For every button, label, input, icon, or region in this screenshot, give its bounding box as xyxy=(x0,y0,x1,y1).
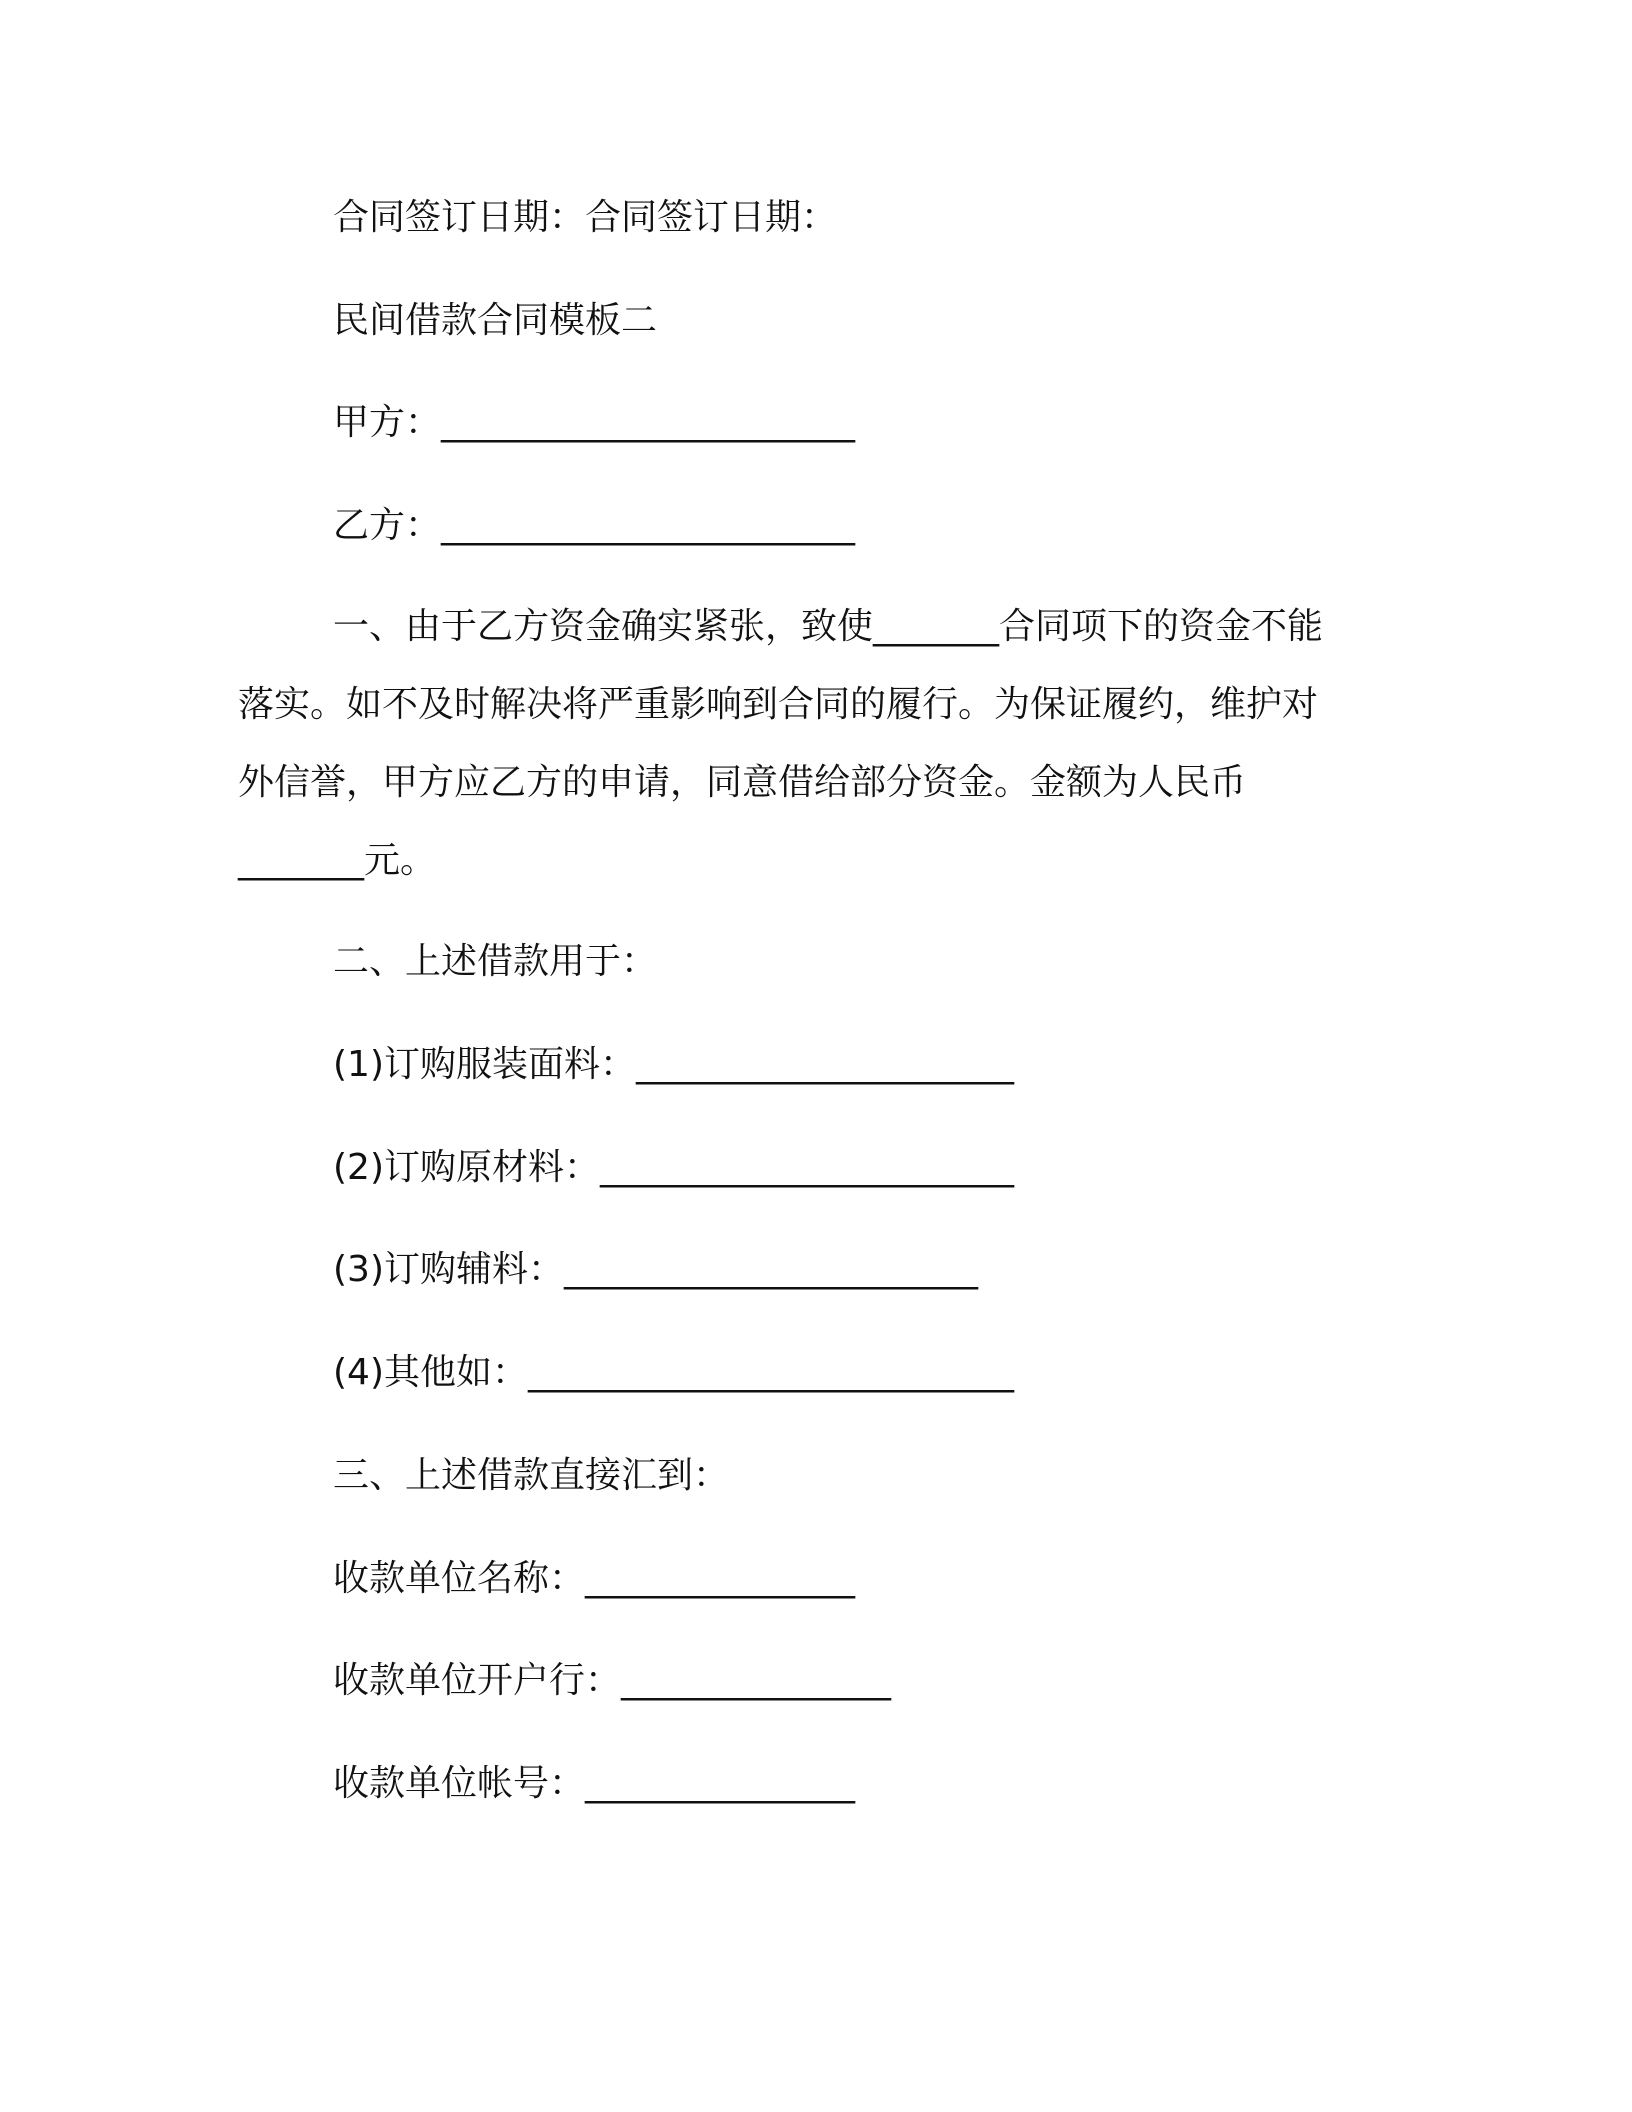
party-a-line: 甲方：_______________________ xyxy=(333,402,856,443)
clause-1-line-2: 落实。如不及时解决将严重影响到合同的履行。为保证履约，维护对 xyxy=(238,684,1319,725)
payee-bank-line: 收款单位开户行：_______________ xyxy=(333,1660,892,1701)
use-item-accessories: (3)订购辅料：_______________________ xyxy=(333,1249,978,1290)
party-b-line: 乙方：_______________________ xyxy=(333,505,856,546)
payee-name-line: 收款单位名称：_______________ xyxy=(333,1558,856,1599)
clause-1-line-1: 一、由于乙方资金确实紧张，致使_______合同项下的资金不能 xyxy=(333,606,1324,647)
document-title: 民间借款合同模板二 xyxy=(333,300,658,341)
clause-2-heading: 二、上述借款用于： xyxy=(333,941,658,982)
use-item-raw-materials: (2)订购原材料：_______________________ xyxy=(333,1147,1014,1188)
use-item-other: (4)其他如：___________________________ xyxy=(333,1352,1014,1393)
payee-account-line: 收款单位帐号：_______________ xyxy=(333,1763,856,1804)
contract-date-line: 合同签订日期：合同签订日期： xyxy=(333,197,838,238)
clause-1-line-3: 外信誉，甲方应乙方的申请，同意借给部分资金。金额为人民币 xyxy=(238,762,1247,803)
clause-1-line-4: _______元。 xyxy=(238,840,437,881)
clause-3-heading: 三、上述借款直接汇到： xyxy=(333,1455,730,1496)
use-item-fabric: (1)订购服装面料：_____________________ xyxy=(333,1044,1014,1085)
